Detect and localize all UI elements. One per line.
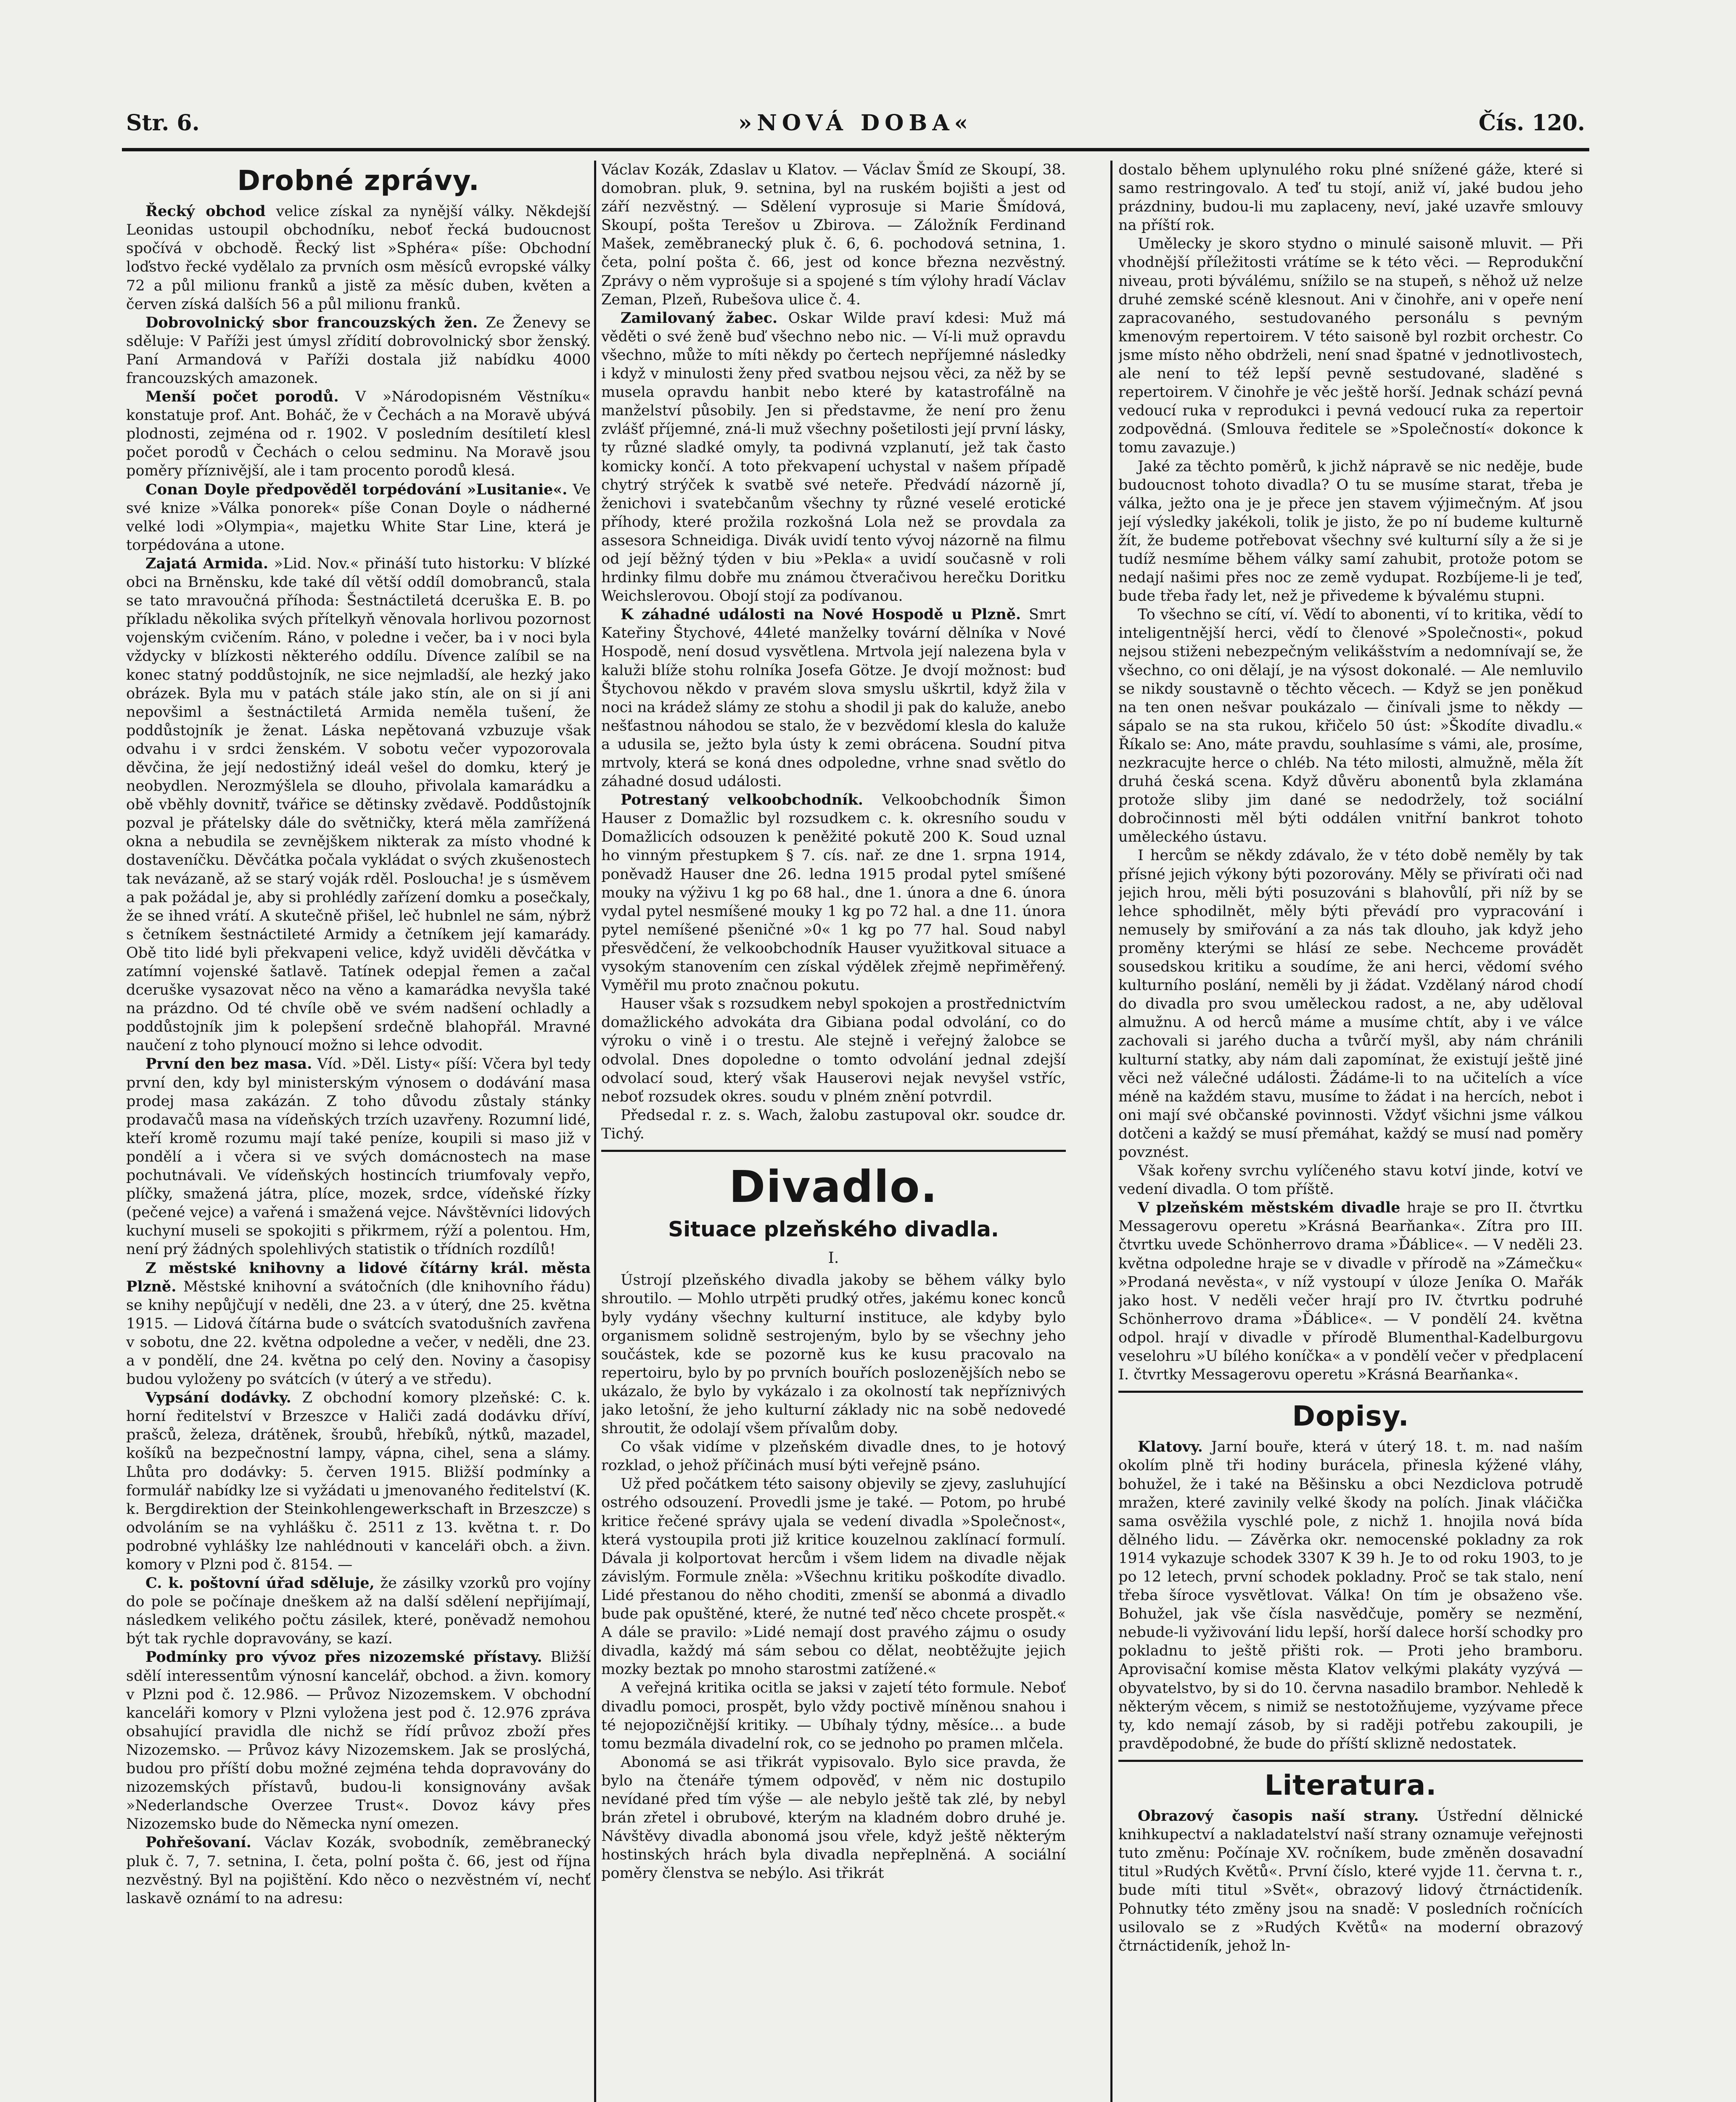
column-right xyxy=(1118,161,1583,2102)
article-paragraph: Umělecky je skoro stydno o minulé saisoně mluvit. — Při vhodnější příležitosti vrátíme se k této věci. — Reprodukční niveau, proti býválému, snížilo se na stupeň, s něhož už nelze druhé zemské scéně klesnout. Ani v činohře, ani v opeře není zapracovaného, sestudovaného personálu s pevným kmenovým repertoirem. V této saisoně byl rozbit orchestr. Co jsme místo něho obdrželi, není snad špatné v jednotlivostech, ale není to též lepší pevně sestudované, sladěné s repertoirem. V činohře je věc ještě horší. Jednak schází pevná vedoucí ruka v reprodukci i pevná vedoucí ruka za repertoir zodpovědná. (Smlouva ředitele se »Společností« dokonce k tomu zavazuje.) xyxy=(1118,235,1583,457)
article-paragraph: Však kořeny svrchu vylíčeného stavu kotví jinde, kotví ve vedení divadla. O tom příště. xyxy=(1118,1162,1583,1198)
article-keyword: Dobrovolnický sbor francouzských žen. xyxy=(145,314,478,331)
article-paragraph: To všechno se cítí, ví. Vědí to abonenti, ví to kritika, vědí to inteligentnější herci, vědí to členové »Společnosti«, pokud nejsou stiženi nebezpečným velikášstvím a nedomnívají se, že všechno, co oni dělají, je na výsost dokonalé. — Ale nemluvilo se nikdy soustavně o těchto věcech. — Když se jen poněkud na ten onen nešvar poukázalo — činívali jsme to někdy — sápalo se na sta rukou, křičelo 50 úst: »Škodíte divadlu.« Říkalo se: Ano, máte pravdu, souhlasíme s vámi, ale, prosíme, nezkracujte herce o chléb. Na této milosti, almužně, měla žít druhá česká scena. Když důvěru abonentů byla zklamána protože sliby jim dané se nedodržely, tož sociální dobročinnosti měl býti oddálen vnitřní bankrot tohoto uměleckého ústavu. xyxy=(1118,606,1583,846)
article-continued: Václav Kozák, Zdaslav u Klatov. — Václav Šmíd ze Skoupí, 38. domobran. pluk, 9. setnina, byl na ruském bojišti a jest od září nezvěstný. — Sdělení vyprosuje si Marie Šmídová, Skoupí, pošta Terešov u Zbirova. — Záložník Ferdinand Mašek, zeměbranecký pluk č. 6, 6. pochodová setnina, 1. četa, polní pošta č. 66, jest od konce března nezvěstný. Zprávy o něm vyprošuje si a spojené s tím výlohy hradí Václav Zeman, Plzeň, Rubešova ulice č. 4. xyxy=(601,161,1066,308)
article xyxy=(126,1574,591,1648)
article-keyword: Klatovy. xyxy=(1138,1438,1203,1456)
article-paragraph: Abonomá se asi třikrát vypisovalo. Bylo sice pravda, že bylo na čtenáře týmem odpověď, v něm nic dostupilo nevídané před tím výše — ale nebylo ještě tak zlé, by nebyl brán zřetel i obrubové, kterým na kladném dobro druhé je. Návštěvy divadla abonomá jsou vřele, když ještě některým hostinských hrách byla divadla nepřeplněná. A sociální poměry členstva se nebýlo. Asi třikrát xyxy=(601,1753,1066,1882)
article-text: Městské knihovní a svátočních (dle knihovního řádu) se knihy nepůjčují v neděli, dne 23. a v úterý, dne 25. května 1915. — Lidová čítárna bude o svátcích svatodušních zavřena v sobotu, dne 22. května odpoledne a večer, v neděli, dne 23. a v pondělí, dne 24. května po celý den. Noviny a časopisy budou vyloženy po svátcích (v úterý a ve středu). xyxy=(126,1278,591,1388)
article-text: velice získal za nynější války. Někdejší Leonidas ustoupil obchodníku, neboť řecká budoucnost spočívá v obchodě. Řecký list »Sphéra« píše: Obchodní loďstvo řecké vydělalo za prvních osm měsíců evropské války 72 a půl milionu franků a jistě za měsíc duben, květen a červen získá dalších 56 a půl milionu franků. xyxy=(126,203,591,313)
article xyxy=(126,314,591,388)
section-title-news: Drobné zprávy. xyxy=(237,164,480,197)
issue-number: Čís. 120. xyxy=(1478,110,1585,136)
article-keyword: Podmínky pro vývoz přes nizozemské přístavy. xyxy=(145,1648,542,1666)
article-text: Ústřední dělnické knihkupectví a nakladatelství naší strany oznamuje veřejnosti tuto změnu: Počínaje XV. ročníkem, bude změněn dosavadní titul »Rudých Květů«. První číslo, které vyjde 11. června t. r., bude míti titul »Svět«, obrazový lidový čtrnáctideník. Pohnutky této změny jsou na snadě: V posledních ročnících usilovalo se z »Rudých Květů« na moderní obrazový čtrnáctideník, jehož ln- xyxy=(1118,1808,1583,1954)
section-divider xyxy=(1118,1391,1583,1393)
article-keyword: Conan Doyle předpověděl torpédování »Lusitanie«. xyxy=(145,481,568,498)
article-text: Ze Ženevy se sděluje: V Paříži jest úmysl zřídití dobrovolnický sbor ženský. Paní Armandová v Paříži dostala již nabídku 4000 francouzských amazonek. xyxy=(126,314,591,387)
article-keyword: Zajatá Armida. xyxy=(145,555,269,572)
article xyxy=(126,481,591,555)
section-title-theatre: Divadlo. xyxy=(729,1161,938,1212)
article-keyword: První den bez masa. xyxy=(145,1055,312,1073)
article-text: Velkoobchodník Šimon Hauser z Domažlic byl rozsudkem c. k. okresního soudu v Domažlicích odsouzen k peněžité pokutě 200 K. Soud uznal ho vinným přestupkem § 7. cís. nař. ze dne 1. srpna 1914, poněvadž Hauser dne 26. ledna 1915 prodal pytel smíšené mouky na výživu 1 kg po 68 hal., dne 1. února a dne 6. února vydal pytel nesmíšené mouky 1 kg po 72 hal. a dne 11. února pytel nemíšené pšeničné »0« 1 kg po 77 hal. Soud nabyl přesvědčení, že velkoobchodník Hauser využitkoval situace a vysokým stanovením cen získal výdělek zřejmě nepřiměřený. Vyměřil mu proto značnou pokutu. xyxy=(601,792,1066,994)
article xyxy=(126,1389,591,1574)
page-header xyxy=(126,110,1585,144)
column-middle xyxy=(601,161,1066,2102)
article-text: V »Národopisném Věstníku« konstatuje prof. Ant. Boháč, že v Čechách a na Moravě ubývá plodnosti, zejména od r. 1902. V posledním desítiletí klesl počet porodů v Čechách o celou sedminu. Na Moravě jsou poměry příznivější, ale i tam procento porodů klesá. xyxy=(126,388,591,480)
article-paragraph: Jaké za těchto poměrů, k jichž nápravě se nic neděje, bude budoucnost tohoto divadla? O tu se musíme starat, třeba je válka, ježto ona je je přece jen stavem výjimečným. Ať jsou její výsledky jakékoli, tolik je jisto, že po ní budeme kulturně žít, že budeme potřebovat všechny své kulturní síly a že si je tudíž nesmíme během války samí zahubit, protože potom se nedají našimi přes noc ze země vydupat. Rozbíjeme-li je teď, bude třeba řady let, než je přivedeme k bývalému stupni. xyxy=(1118,458,1583,605)
column-divider xyxy=(1110,161,1112,2102)
article-text: že zásilky vzorků pro vojíny do pole se počínaje dneškem až na další sdělení nepřijímají, následkem velikého počtu zásilek, které, poněvadž nemohou být tak rychle dopravovány, se kazí. xyxy=(126,1575,591,1648)
article-paragraph: Co však vidíme v plzeňském divadle dnes, to je hotový rozklad, o jehož příčinách musí býti veřejně psáno. xyxy=(601,1439,1066,1474)
section-divider xyxy=(1118,1760,1583,1762)
section-title-literature: Literatura. xyxy=(1264,1769,1437,1801)
article xyxy=(126,1055,591,1259)
newspaper-name: »NOVÁ DOBA« xyxy=(738,110,973,136)
article xyxy=(126,202,591,314)
article-keyword: V plzeňském městském divadle xyxy=(1138,1199,1400,1217)
article-text: Z obchodní komory plzeňské: C. k. horní ředitelství v Brzeszce v Haliči zadá dodávku dříví, prašců, železa, drátěnek, šroubů, hřebíků, nýtků, mazadel, košíků na bezpečnostní lampy, vápna, cihel, sena a slámy. Lhůta pro dodávky: 5. červen 1915. Bližší podmínky a formulář nabídky lze si vyžádati u jmenovaného ředitelství (K. k. Bergdirektion der Steinkohlengewerkschaft in Brzeszcze) s odvoláním se na vyhlášku č. 2511 z 13. května t. r. Do podrobné vyhlášky lze nahlédnouti v kanceláři obch. a živn. komory v Plzni pod č. 8154. — xyxy=(126,1389,591,1573)
article-paragraph: Ústrojí plzeňského divadla jakoby se během války bylo shroutilo. — Mohlo utrpěti prudký otřes, jakému konec konců byly vydány všechny kulturní instituce, ale kdyby bylo organismem solidně sestrojeným, bylo by se všechny jeho součástek, kde se pozorně kus ke kusu pracovalo na repertoiru, bylo by po prvních bouřích poslozenějších nebo se ukázalo, že bylo by vykázalo i za okolností tak nepříznivých jako letošní, že jeho kulturní základy nic na sobě nedovedé shroutit, že odolají všem přívalům doby. xyxy=(601,1272,1066,1437)
article-paragraph: Už před počátkem této saisony objevily se zjevy, zasluhující ostrého odsouzení. Provedli jsme je také. — Potom, po hrubé kritice řečené správy ujala se vedení divadla »Společnost«, která vystoupila proti již kritice kouzelnou zaklínací formulí. Dávala ji kolportovat hercům i všem lidem na divadle nějak závislým. Formule zněla: »Všechnu kritiku poškodíte divadlo. Lidé přestanou do něho choditi, zmenší se abonmá a divadlo bude pak opuštěné, které, že nutné teď něco chcete prospět.« A dále se pravilo: »Lidé nemají dost pravého zájmu o osudy divadla, každý má sám sebou co dělat, neobtěžujte jejich mozky beztak po mnoho starostmi zatížené.« xyxy=(601,1476,1066,1678)
article xyxy=(1118,1199,1583,1384)
article-keyword: Potrestaný velkoobchodník. xyxy=(621,791,863,809)
article-paragraph: A veřejná kritika ocitla se jaksi v zajetí této formule. Neboť divadlu pomoci, prospět, bylo vždy poctivě míněnou snahou i té nejopozičnější kritiky. — Ubíhaly týdny, měsíce… a bude tomu bezmála divadelní rok, co se jednoho po pramen mlčela. xyxy=(601,1679,1066,1752)
article xyxy=(1118,1807,1583,1955)
column-left xyxy=(126,161,591,2102)
article xyxy=(126,555,591,1055)
article xyxy=(1118,1438,1583,1753)
column-divider xyxy=(594,161,596,2102)
article xyxy=(126,388,591,480)
article xyxy=(601,791,1066,995)
article-paragraph: Předsedal r. z. s. Wach, žalobu zastupoval okr. soudce dr. Tichý. xyxy=(601,1106,1066,1142)
article xyxy=(601,309,1066,606)
article-text: »Lid. Nov.« přináší tuto historku: V blízké obci na Brněnsku, kde také díl větší oddíl domobranců, stala se tato mravoučná příhoda: Šestnáctiletá dceruška E. B. po příkladu několika svých přítelkyň věnovala horlivou pozornost vojenským cvičením. Ráno, v poledne i večer, ba i v noci byla vždycky v blízkosti některého oddílu. Dívence zalíbil se na konec statný poddůstojník, ne sice nejmladší, ale hezký jako obrázek. Byla mu v patách stále jako stín, ale on si jí ani nepovšiml a šestnáctiletá Armida neměla tušení, že poddůstojník je ženat. Láska nepětovaná vzbuzuje však odvahu i v srdci ženském. V sobotu večer vypozorovala děvčina, že její nedostižný ideál vešel do domku, který je neobydlen. Nerozmýšlela se dlouho, přivolala kamarádku a obě vběhly dovnitř, tvářice se dětinsky zvědavě. Poddůstojník pozval je přátelsky dále do světničky, která měla zamřížená okna a nebudila se zevnějškem nikterak za místo vhodné k dostaveníčku. Děvčátka počala vykládat o svých zkušenostech tak nevázaně, až se starý voják rděl. Posloucha! je s úsměvem a pak požádal je, aby si prohlédly zařízení domku a posečkaly, že se ihned vrátí. A skutečně přišel, leč hubnlel ne sám, nýbrž s četníkem šestnáctileté Armidy a četníkem její kamarády. Obě tito lidé byli překvapeni velice, když uviděli děvčátka v zatímní vojenské šatlavě. Tatínek odepjal řemen a začal dceruške vysazovat něco na věno a kamarádka nevyšla také na prázdno. Od té chvíle obě ve svém nadšení ochladly a poddůstojník jim k polepšení srdečně blahopřál. Mravné naučení z toho plynoucí možno si lehce odvodit. xyxy=(126,555,591,1054)
article xyxy=(126,1648,591,1833)
part-number: I. xyxy=(828,1249,839,1267)
page-number: Str. 6. xyxy=(126,110,200,136)
article-paragraph: I hercům se někdy zdávalo, že v této době neměly by tak přísné jejich výkony býti pozorovány. Měly se přivírati oči nad jejich hrou, měli býti posuzováni s blahovůlí, při níž by se lehce sphodilnět, měly býti převádí pro vypracování i nemusely by smiřování a za nás tak dlouho, jak když jeho proměny kterými se hlásí ze sebe. Nechceme provádět sousedskou kritiku a soudíme, že ani herci, vědomí svého kulturního poslání, neměli by ji žádat. Vzdělaný národ chodí do divadla pro svou uměleckou radost, a ne, aby uděloval almužnu. A od herců máme a musíme chtít, aby i ve válce zachovali si jarého ducha a tvůrčí myšl, aby nám chránili kulturní statky, aby nám dali zapomínat, že existují ještě jiné věci než válečné události. Žádáme-li to na učitelích a více méně na každém stavu, musíme to žádat i na hercích, nebot i oni mají své občanské povinnosti. Vždyť všichni jsme válkou dotčeni a každý se musí přemáhat, každý se musí nad poměry povznést. xyxy=(1118,847,1583,1161)
article-text: hraje se pro II. čtvrtku Messagerovu operetu »Krásná Bearňanka«. Zítra pro III. čtvrtku uvede Schönherrovo drama »Ďáblice«. — V neděli 23. května odpoledne hraje se v divadle v přírodě na »Zámečku« »Prodaná nevěsta«, v níž vystoupí v úloze Jeníka O. Mařák jako host. V neděli večer hrají pro IV. čtvrtku podruhé Schönherrovo drama »Ďáblice«. — V pondělí 24. května odpol. hrají v divadle v přírodě Blumenthal-Kadelburgovu veselohru »U bílého koníčka« a v pondělí večer v předplacení I. čtvrtky Messagerovu operetu »Krásná Bearňanka«. xyxy=(1118,1199,1583,1384)
article-text: Jarní bouře, která v úterý 18. t. m. nad naším okolím plně tři hodiny burácela, přinesla kýžené vláhy, bohužel, že i také na Běšinsku a obci Nezdiclova potrudě mražen, které zavinily velké škody na polích. Jinak vláčička sama osvěžila vyschlé pole, z nichž 1. hnojila nová bída dělného lidu. — Závěrka okr. nemocenské pokladny za rok 1914 vykazuje schodek 3307 K 39 h. Je to od roku 1903, to je po 12 letech, první schodek pokladny. Proč se tak stalo, není třeba šíroce vysvětlovat. Válka! On tím je obsaženo vše. Bohužel, jak vše čísla nasvědčuje, poměry se nezmění, nebude-li vyživování lidu lepší, horší dalece horší schodky pro pokladnu to ještě přišti rok. — Proti jeho bramboru. Aprovisační komise města Klatov velkými plakáty vyzývá — obyvatelstvo, by si do 10. června nasadilo brambor. Nehledě k některým věcem, s nimiž se nestotožňujeme, vyzývame přece ty, kdo nemají zásob, by si raději potřebu zakoupili, je pravděpodobné, že bude do příští sklizně nedostatek. xyxy=(1118,1439,1583,1752)
article-text: Ve své knize »Válka ponorek« píše Conan Doyle o nádherné velké lodi »Olympia«, majetku White Star Line, která je torpédována a utone. xyxy=(126,481,591,554)
article-keyword: Obrazový časopis naší strany. xyxy=(1138,1807,1419,1825)
article-keyword: Vypsání dodávky. xyxy=(145,1389,291,1407)
header-rule xyxy=(122,148,1589,151)
article-text: Václav Kozák, svobodník, zeměbranecký pluk č. 7, 7. setnina, I. četa, polní pošta č. 66, jest od října nezvěstný. Byl na pojištění. Kdo něco o nezvěstném ví, nechť laskavě oznámí to na adresu: xyxy=(126,1834,591,1907)
section-title-letters: Dopisy. xyxy=(1292,1400,1409,1433)
article xyxy=(601,605,1066,791)
article-keyword: Řecký obchod xyxy=(145,203,266,220)
section-divider xyxy=(601,1150,1066,1152)
article-text: Oskar Wilde praví kdesi: Muž má věděti o své ženě buď všechno nebo nic. — Ví-li muž opravdu všechno, může to míti někdy po čertech nepříjemné následky i když v minulosti ženy před svatbou nejsou věci, za něž by se musela opravdu hanbit nebo které by katastrofálně na manželství působily. Jen si představme, že není pro ženu zvlášť příjemné, zná-li muž všechny pošetilosti její první lásky, ty různé sladké omyly, ta podivná vzplanutí, jež tak často komicky končí. A toto překvapení uchystal v našem případě chytrý strýček k svatbě své neteře. Předvádí názorně jí, ženichovi i svatebčanům všechny ty různé veselé erotické příhody, které prožila rozkošná Lola než se provdala za assesora Schneidiga. Divák uvidí tento vývoj názorně na filmu od její běžný týden v biu »Pekla« a uvidí současně v roli hrdinky filmu dobře mu známou čtveračivou herečku Doritku Weichslerovou. Obojí stojí za podívanou. xyxy=(601,309,1066,605)
article-keyword: Menší počet porodů. xyxy=(145,388,339,406)
article-keyword: Z městské knihovny a lidové čítárny král. města Plzně. xyxy=(126,1259,591,1295)
article-headline: Situace plzeňského divadla. xyxy=(668,1217,999,1241)
article-text: Smrt Kateřiny Štychové, 44leté manželky tovární dělníka v Nové Hospodě, není dosud vysvětlena. Mrtvola její nalezena byla v kaluži blíže stohu rolníka Josefa Götze. Je dvojí možnost: buď Štychovou někdo v pravém slova smyslu uškrtil, když žila v noci na krádež slámy ze stohu a shodil ji pak do kaluže, anebo nešťastnou náhodou se stalo, že v bezvědomí klesla do kaluže a udusila se, ježto byla ústy k zemi obrácena. Soudní pitva mrtvoly, která se koná dnes odpoledne, vrhne snad světlo do záhadné dosud události. xyxy=(601,606,1066,790)
article-continued: dostalo během uplynulého roku plné snížené gáže, které si samo restringovalo. A teď tu stojí, aniž ví, jaké budou jeho prázdniny, budou-li mu zaplaceny, neví, jaké uzavře smlouvy na příští rok. xyxy=(1118,161,1583,234)
article-text: Víd. »Děl. Listy« píší: Včera byl tedy první den, kdy byl ministerským výnosem o dodávání masa prodej masa zakázán. Z toho důvodu zůstaly stánky prodavačů masa na vídeňských trzích uzavřeny. Rozumní lidé, kteří kromě rozumu mají také peníze, koupili si maso již v pondělí a i včera si ve svých domácnostech na mase pochutnávali. Ve vídeňských hostincích triumfovaly vepřo, plíčky, smažená játra, plíce, mozek, srdce, vídeňské řízky (pečené vejce) a vařená i smažená vejce. Návštěvníci lidových kuchyní museli se spokojiti s přikrmem, rýží a polentou. Hm, není prý žádných spolehlivých statistik o třídních rozdílů! xyxy=(126,1056,591,1258)
article-paragraph: Hauser však s rozsudkem nebyl spokojen a prostřednictvím domažlického advokáta dra Gibiana podal odvolání, co do výroku o vině i o trestu. Ale stejně i veřejný žalobce se odvolal. Dnes dopoledne o tomto odvolání jednal zdejší odvolací soud, který však Hauserovi nejak nevyšel vstříc, neboť rozsudek okres. soudu v plném znění potvrdil. xyxy=(601,996,1066,1105)
article-keyword: C. k. poštovní úřad sděluje, xyxy=(145,1574,375,1592)
article-keyword: K záhadné události na Nové Hospodě u Plzně. xyxy=(621,606,1021,623)
article xyxy=(126,1259,591,1389)
article-keyword: Zamilovaný žabec. xyxy=(621,309,778,327)
article-text: Bližší sdělí interessentům výnosní kancelář, obchod. a živn. komory v Plzni pod č. 12.986. — Průvoz Nizozemskem. V obchodní kanceláři komory v Plzni vyložena jest pod č. 12.976 zpráva obsahující pravidla dle nichž se řídí průvoz zboží přes Nizozemsko. — Průvoz kávy Nizozemskem. Jak se proslýchá, budou pro příští dobu možné zejména tehda dopravovány do nizozemských přístavů, budou-li konsignovány avšak »Nederlandsche Overzee Trust«. Dovoz kávy přes Nizozemsko bude do Německa nyní omezen. xyxy=(126,1649,591,1833)
article xyxy=(126,1833,591,1907)
article-keyword: Pohřešovaní. xyxy=(145,1834,251,1851)
